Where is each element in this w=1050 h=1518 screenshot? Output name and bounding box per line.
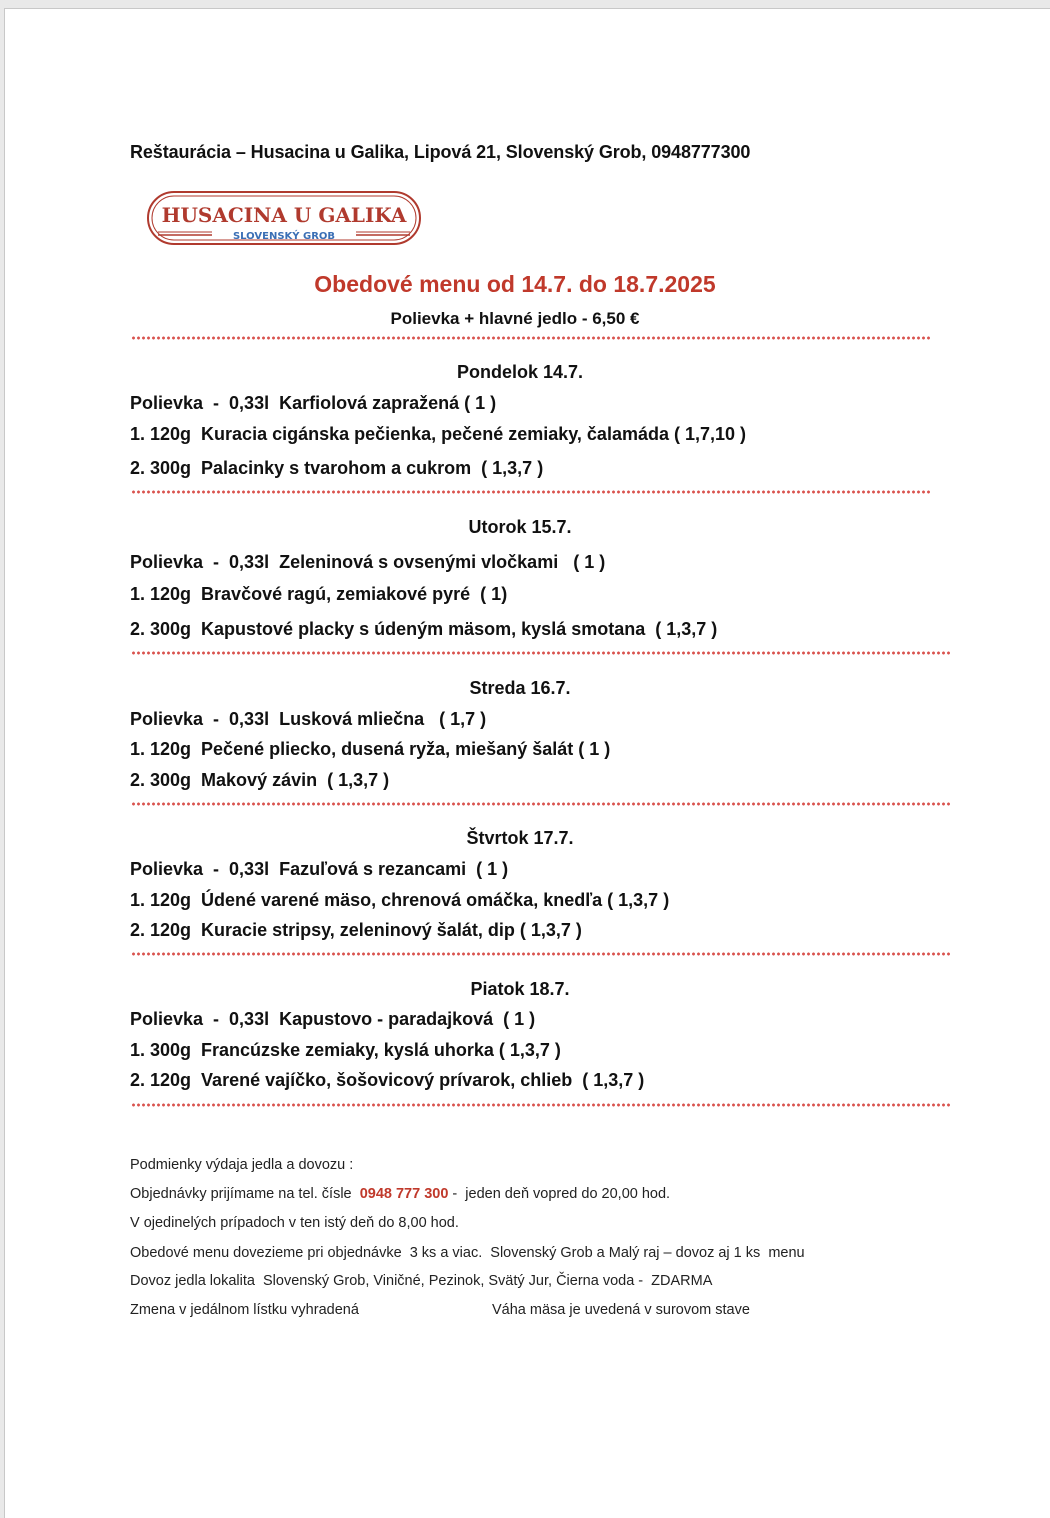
day-title-tuesday: Utorok 15.7.: [468, 517, 572, 537]
friday-soup: Polievka - 0,33l Kapustovo - paradajková ( 1 ): [130, 1009, 536, 1029]
price-line: Polievka + hlavné jedlo - 6,50 €: [390, 309, 640, 328]
order-phone: 0948 777 300: [359, 1186, 449, 1202]
notes-delivery-minimum: Obedové menu dovezieme pri objednávke 3 ks a viac. Slovenský Grob a Malý raj – dovoz aj 1 ks menu: [130, 1245, 805, 1261]
friday-meal-1: 1. 300g Francúzske zemiaky, kyslá uhorka ( 1,3,7 ): [130, 1040, 561, 1060]
wednesday-meal-2: 2. 300g Makový závin ( 1,3,7 ): [130, 770, 390, 790]
dotted-divider: [131, 489, 931, 495]
order-suffix: - jeden deň vopred do 20,00 hod.: [448, 1186, 671, 1202]
thursday-soup: Polievka - 0,33l Fazuľová s rezancami ( 1 ): [130, 859, 509, 879]
logo-sub-text: SLOVENSKÝ GROB: [232, 231, 336, 242]
logo-main-text: HUSACINA U GALIKA: [161, 203, 407, 227]
dotted-divider: [131, 951, 951, 957]
notes-meat-weight: Váha mäsa je uvedená v surovom stave: [492, 1302, 750, 1318]
notes-same-day: V ojedinelých prípadoch v ten istý deň do 8,00 hod.: [130, 1215, 459, 1231]
restaurant-logo: [146, 190, 422, 246]
dotted-divider: [131, 1102, 951, 1108]
monday-soup: Polievka - 0,33l Karfiolová zapražená ( 1 ): [130, 393, 497, 413]
day-title-monday: Pondelok 14.7.: [456, 362, 584, 382]
order-prefix: Objednávky prijímame na tel. čísle: [130, 1186, 360, 1202]
dotted-divider: [131, 801, 951, 807]
menu-title: Obedové menu od 14.7. do 18.7.2025: [314, 271, 716, 297]
notes-menu-change: Zmena v jedálnom lístku vyhradená: [130, 1302, 359, 1318]
thursday-meal-2: 2. 120g Kuracie stripsy, zeleninový šalát, dip ( 1,3,7 ): [130, 920, 582, 940]
tuesday-soup: Polievka - 0,33l Zeleninová s ovsenými vločkami ( 1 ): [130, 552, 606, 572]
day-title-friday: Piatok 18.7.: [470, 979, 570, 999]
day-title-thursday: Štvrtok 17.7.: [466, 828, 574, 848]
monday-meal-2: 2. 300g Palacinky s tvarohom a cukrom ( 1,3,7 ): [130, 458, 544, 478]
logo-graphic: [146, 190, 422, 246]
dotted-divider: [131, 335, 931, 341]
notes-delivery-area: Dovoz jedla lokalita Slovenský Grob, Viničné, Pezinok, Svätý Jur, Čierna voda - ZDARMA: [130, 1273, 713, 1289]
dotted-divider: [131, 650, 951, 656]
notes-order-line: [130, 1186, 670, 1202]
thursday-meal-1: 1. 120g Údené varené mäso, chrenová omáčka, knedľa ( 1,3,7 ): [130, 890, 670, 910]
day-title-wednesday: Streda 16.7.: [469, 678, 571, 698]
menu-document: [4, 8, 1050, 1518]
tuesday-meal-2: 2. 300g Kapustové placky s údeným mäsom, kyslá smotana ( 1,3,7 ): [130, 619, 718, 639]
restaurant-address: Reštaurácia – Husacina u Galika, Lipová 21, Slovenský Grob, 0948777300: [130, 142, 751, 162]
tuesday-meal-1: 1. 120g Bravčové ragú, zemiakové pyré ( 1): [130, 584, 508, 604]
monday-meal-1: 1. 120g Kuracia cigánska pečienka, pečené zemiaky, čalamáda ( 1,7,10 ): [130, 424, 747, 444]
notes-final-line: [130, 1302, 750, 1318]
notes-heading: Podmienky výdaja jedla a dovozu :: [130, 1157, 354, 1173]
wednesday-soup: Polievka - 0,33l Lusková mliečna ( 1,7 ): [130, 709, 487, 729]
wednesday-meal-1: 1. 120g Pečené pliecko, dusená ryža, miešaný šalát ( 1 ): [130, 739, 611, 759]
friday-meal-2: 2. 120g Varené vajíčko, šošovicový prívarok, chlieb ( 1,3,7 ): [130, 1070, 645, 1090]
